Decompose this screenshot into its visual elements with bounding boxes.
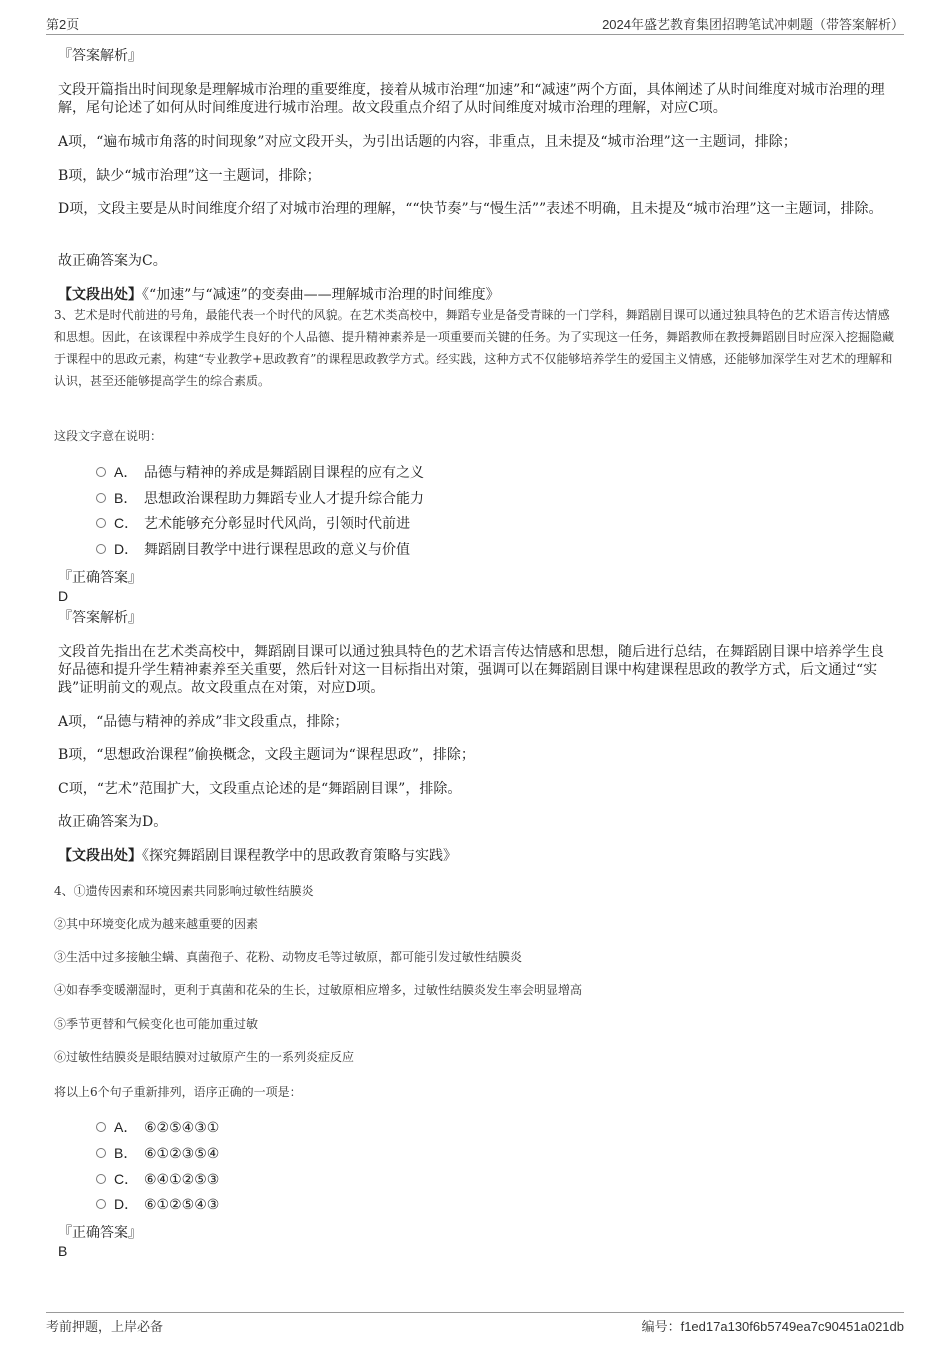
option-letter: D． bbox=[114, 541, 139, 557]
radio-icon[interactable] bbox=[96, 467, 106, 477]
q4-answer-label: 『正确答案』 bbox=[58, 1225, 142, 1241]
q3-answer: D bbox=[58, 588, 69, 604]
q4-sentence-4: ④如春季变暖潮湿时，更利于真菌和花朵的生长，过敏原相应增多，过敏性结膜炎发生率会明显增高 bbox=[54, 983, 583, 997]
q4-option-a[interactable] bbox=[96, 1116, 219, 1138]
option-letter: C． bbox=[114, 1171, 139, 1187]
radio-icon[interactable] bbox=[96, 1122, 106, 1132]
q4-sentence-3: ③生活中过多接触尘螨、真菌孢子、花粉、动物皮毛等过敏原，都可能引发过敏性结膜炎 bbox=[54, 950, 523, 964]
option-text: 舞蹈剧目教学中进行课程思政的意义与价值 bbox=[144, 542, 410, 558]
q2-source-text: 《“加速”与“减速”的变奏曲——理解城市治理的时间维度》 bbox=[142, 287, 500, 303]
q4-sentence-2: ②其中环境变化成为越来越重要的因素 bbox=[54, 917, 259, 931]
q3-stem: 3、艺术是时代前进的号角，最能代表一个时代的风貌。在艺术类高校中，舞蹈专业是备受青睐的一门学科，舞蹈剧目课可以通过独具特色的艺术语言传达情感和思想。因此，在该课程中养成学生良好的个人品德、提升精神素养是一项重要而关键的任务。为了实现这一任务，舞蹈教师在教授舞蹈剧目时应深入挖掘隐藏于课程中的思政元素，构建“专业教学+思政教育”的课程思政教学方式。经实践，这种方式不仅能够培养学生的爱国主义情感，还能够加深学生对艺术的理解和认识，甚至还能够提高学生的综合素质。 bbox=[54, 308, 895, 388]
option-text: 品德与精神的养成是舞蹈剧目课程的应有之义 bbox=[144, 465, 424, 481]
option-text: 艺术能够充分彰显时代风尚，引领时代前进 bbox=[144, 516, 410, 532]
q4-sentence-5: ⑤季节更替和气候变化也可能加重过敏 bbox=[54, 1017, 259, 1031]
option-text: ⑥④①②⑤③ bbox=[144, 1172, 220, 1188]
q2-source bbox=[58, 286, 894, 304]
q3-analysis-p2: A项，“品德与精神的养成”非文段重点，排除； bbox=[58, 714, 349, 730]
option-text: ⑥①②⑤④③ bbox=[144, 1197, 220, 1213]
document-id: 编号：f1ed17a130f6b5749ea7c90451a021db bbox=[641, 1319, 904, 1334]
page-number: 第2页 bbox=[46, 17, 80, 32]
q3-source-label: 【文段出处】 bbox=[58, 848, 142, 864]
radio-icon[interactable] bbox=[96, 1199, 106, 1209]
q3-analysis-p1: 文段首先指出在艺术类高校中，舞蹈剧目课可以通过独具特色的艺术语言传达情感和思想，随后进行总结，在舞蹈剧目课中培养学生良好品德和提升学生精神素养至关重要，然后针对这一目标指出对策，强调可以在舞蹈剧目课中构建课程思政的教学方式，后文通过“实践”证明前文的观点。故文段重点在对策，对应D项。 bbox=[58, 644, 884, 696]
radio-icon[interactable] bbox=[96, 518, 106, 528]
q2-analysis-p3: B项，缺少“城市治理”这一主题词，排除； bbox=[58, 168, 321, 184]
option-letter: C． bbox=[114, 515, 139, 531]
q3-analysis-p4: C项，“艺术”范围扩大，文段重点论述的是“舞蹈剧目课”，排除。 bbox=[58, 781, 462, 797]
document-title: 2024年盛艺教育集团招聘笔试冲刺题（带答案解析） bbox=[602, 17, 904, 32]
q3-option-a[interactable] bbox=[96, 461, 424, 483]
q4-prompt: 将以上6个句子重新排列，语序正确的一项是： bbox=[54, 1085, 302, 1099]
q2-analysis-p5: 故正确答案为C。 bbox=[58, 253, 167, 269]
q3-source bbox=[58, 847, 894, 865]
q3-option-d[interactable] bbox=[96, 538, 410, 560]
q4-sentence-6: ⑥过敏性结膜炎是眼结膜对过敏原产生的一系列炎症反应 bbox=[54, 1050, 355, 1064]
option-letter: D． bbox=[114, 1196, 139, 1212]
option-letter: B． bbox=[114, 490, 138, 506]
option-letter: A． bbox=[114, 464, 138, 480]
page-header bbox=[46, 12, 904, 35]
q3-option-c[interactable] bbox=[96, 512, 410, 534]
option-text: 思想政治课程助力舞蹈专业人才提升综合能力 bbox=[144, 491, 424, 507]
q3-option-b[interactable] bbox=[96, 487, 424, 509]
q4-option-c[interactable] bbox=[96, 1168, 219, 1190]
q3-analysis-p3: B项，“思想政治课程”偷换概念，文段主题词为“课程思政”，排除； bbox=[58, 747, 475, 763]
radio-icon[interactable] bbox=[96, 1174, 106, 1184]
page-footer bbox=[46, 1312, 904, 1339]
q4-option-b[interactable] bbox=[96, 1142, 219, 1164]
option-text: ⑥②⑤④③① bbox=[144, 1120, 220, 1136]
option-text: ⑥①②③⑤④ bbox=[144, 1146, 220, 1162]
q4-option-d[interactable] bbox=[96, 1193, 219, 1215]
q4-sentence-1: 4、①遗传因素和环境因素共同影响过敏性结膜炎 bbox=[54, 884, 314, 898]
q2-analysis-label: 『答案解析』 bbox=[58, 48, 142, 64]
q2-analysis-p1: 文段开篇指出时间现象是理解城市治理的重要维度，接着从城市治理“加速”和“减速”两个方面，具体阐述了从时间维度对城市治理的理解，尾句论述了如何从时间维度进行城市治理。故文段重点介绍了从时间维度对城市治理的理解，对应C项。 bbox=[58, 82, 885, 116]
q2-analysis-p4: D项，文段主要是从时间维度介绍了对城市治理的理解，““快节奏”与“慢生活””表述不明确，且未提及“城市治理”这一主题词，排除。 bbox=[58, 201, 883, 217]
option-letter: B． bbox=[114, 1145, 138, 1161]
radio-icon[interactable] bbox=[96, 544, 106, 554]
footer-slogan: 考前押题，上岸必备 bbox=[46, 1319, 164, 1334]
q3-source-text: 《探究舞蹈剧目课程教学中的思政教育策略与实践》 bbox=[142, 848, 457, 864]
q2-source-label: 【文段出处】 bbox=[58, 287, 142, 303]
q3-answer-label: 『正确答案』 bbox=[58, 570, 142, 586]
radio-icon[interactable] bbox=[96, 1148, 106, 1158]
q3-analysis-p5: 故正确答案为D。 bbox=[58, 814, 168, 830]
option-letter: A． bbox=[114, 1119, 138, 1135]
q4-answer: B bbox=[58, 1243, 68, 1259]
q2-analysis-p2: A项，“遍布城市角落的时间现象”对应文段开头，为引出话题的内容，非重点，且未提及“城市治理”这一主题词，排除； bbox=[58, 134, 797, 150]
q3-analysis-label: 『答案解析』 bbox=[58, 610, 142, 626]
radio-icon[interactable] bbox=[96, 493, 106, 503]
q3-prompt: 这段文字意在说明： bbox=[54, 429, 163, 443]
